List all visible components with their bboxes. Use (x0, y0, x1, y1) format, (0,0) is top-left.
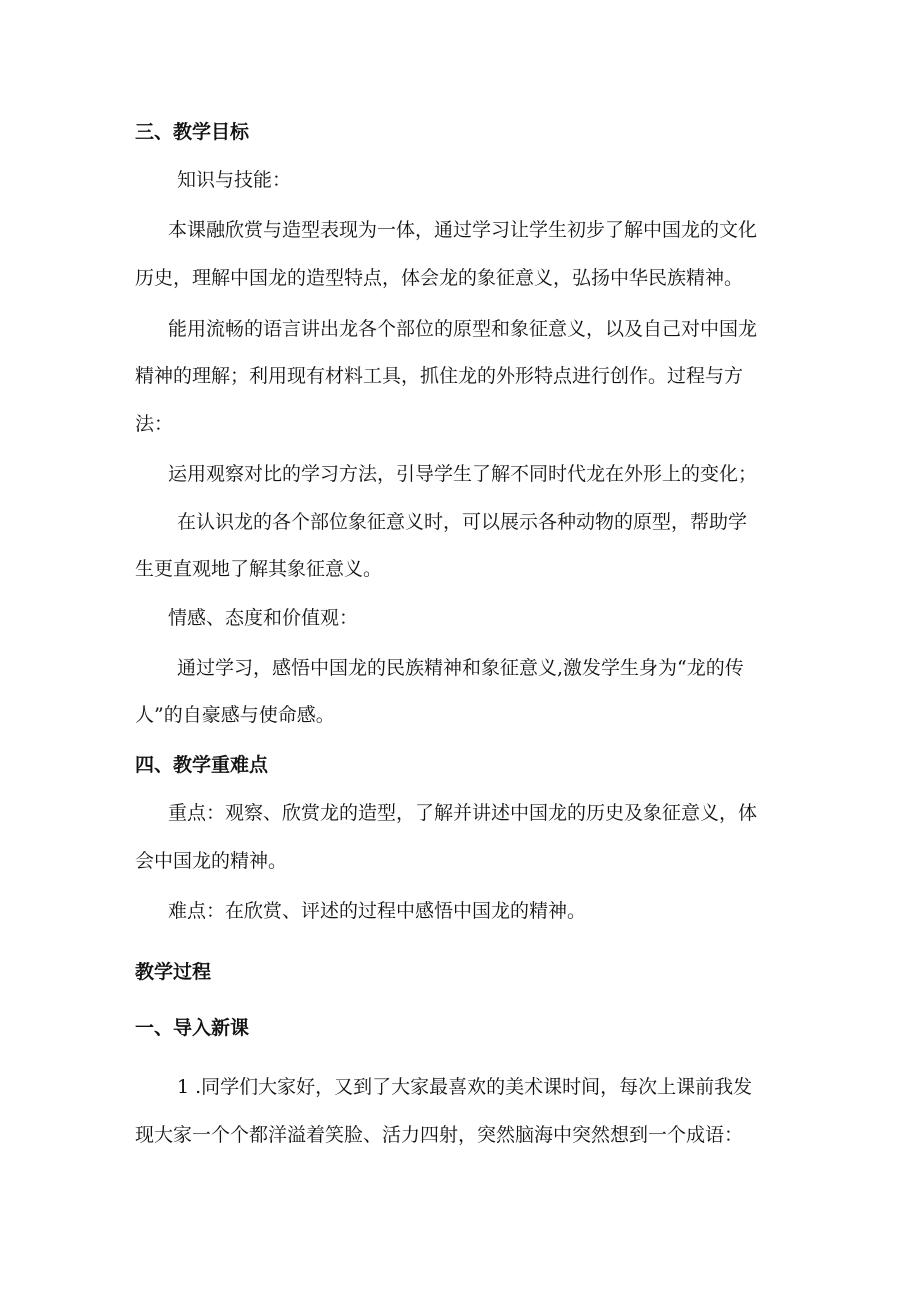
paragraph-line: 生更直观地了解其象征意义。 (135, 558, 383, 580)
paragraph-line: 1 .同学们大家好，又到了大家最喜欢的美术课时间，每次上课前我发 (177, 1076, 753, 1098)
paragraph-line: 本课融欣赏与造型表现为一体，通过学习让学生初步了解中国龙的文化 (168, 219, 758, 241)
paragraph-line: 会中国龙的精神。 (135, 850, 288, 872)
subheading-knowledge-skills: 知识与技能： (177, 169, 292, 191)
paragraph-line: 难点：在欣赏、评述的过程中感悟中国龙的精神。 (168, 900, 587, 922)
paragraph-line: 现大家一个个都洋溢着笑脸、活力四射，突然脑海中突然想到一个成语： (135, 1124, 744, 1146)
paragraph-line: 通过学习，感悟中国龙的民族精神和象征意义,激发学生身为“龙的传 (177, 657, 744, 679)
paragraph-line: 人”的自豪感与使命感。 (135, 704, 335, 726)
paragraph-line: 运用观察对比的学习方法，引导学生了解不同时代龙在外形上的变化； (168, 463, 758, 485)
paragraph-line: 在认识龙的各个部位象征意义时，可以展示各种动物的原型，帮助学 (177, 511, 748, 533)
paragraph-line: 精神的理解；利用现有材料工具，抓住龙的外形特点进行创作。过程与方 (135, 365, 744, 387)
paragraph-line: 历史，理解中国龙的造型特点，体会龙的象征意义，弘扬中华民族精神。 (135, 267, 744, 289)
section-heading-introduction: 一、导入新课 (135, 1017, 250, 1039)
section-heading-key-difficulties: 四、教学重难点 (135, 754, 269, 776)
section-heading-teaching-process: 教学过程 (135, 961, 212, 983)
section-heading-teaching-goals: 三、教学目标 (135, 121, 250, 143)
paragraph-line: 重点：观察、欣赏龙的造型，了解并讲述中国龙的历史及象征意义，体 (168, 802, 758, 824)
paragraph-line: 法： (135, 413, 174, 435)
subheading-emotion-values: 情感、态度和价值观： (168, 607, 359, 629)
paragraph-line: 能用流畅的语言讲出龙各个部位的原型和象征意义，以及自己对中国龙 (168, 318, 758, 340)
